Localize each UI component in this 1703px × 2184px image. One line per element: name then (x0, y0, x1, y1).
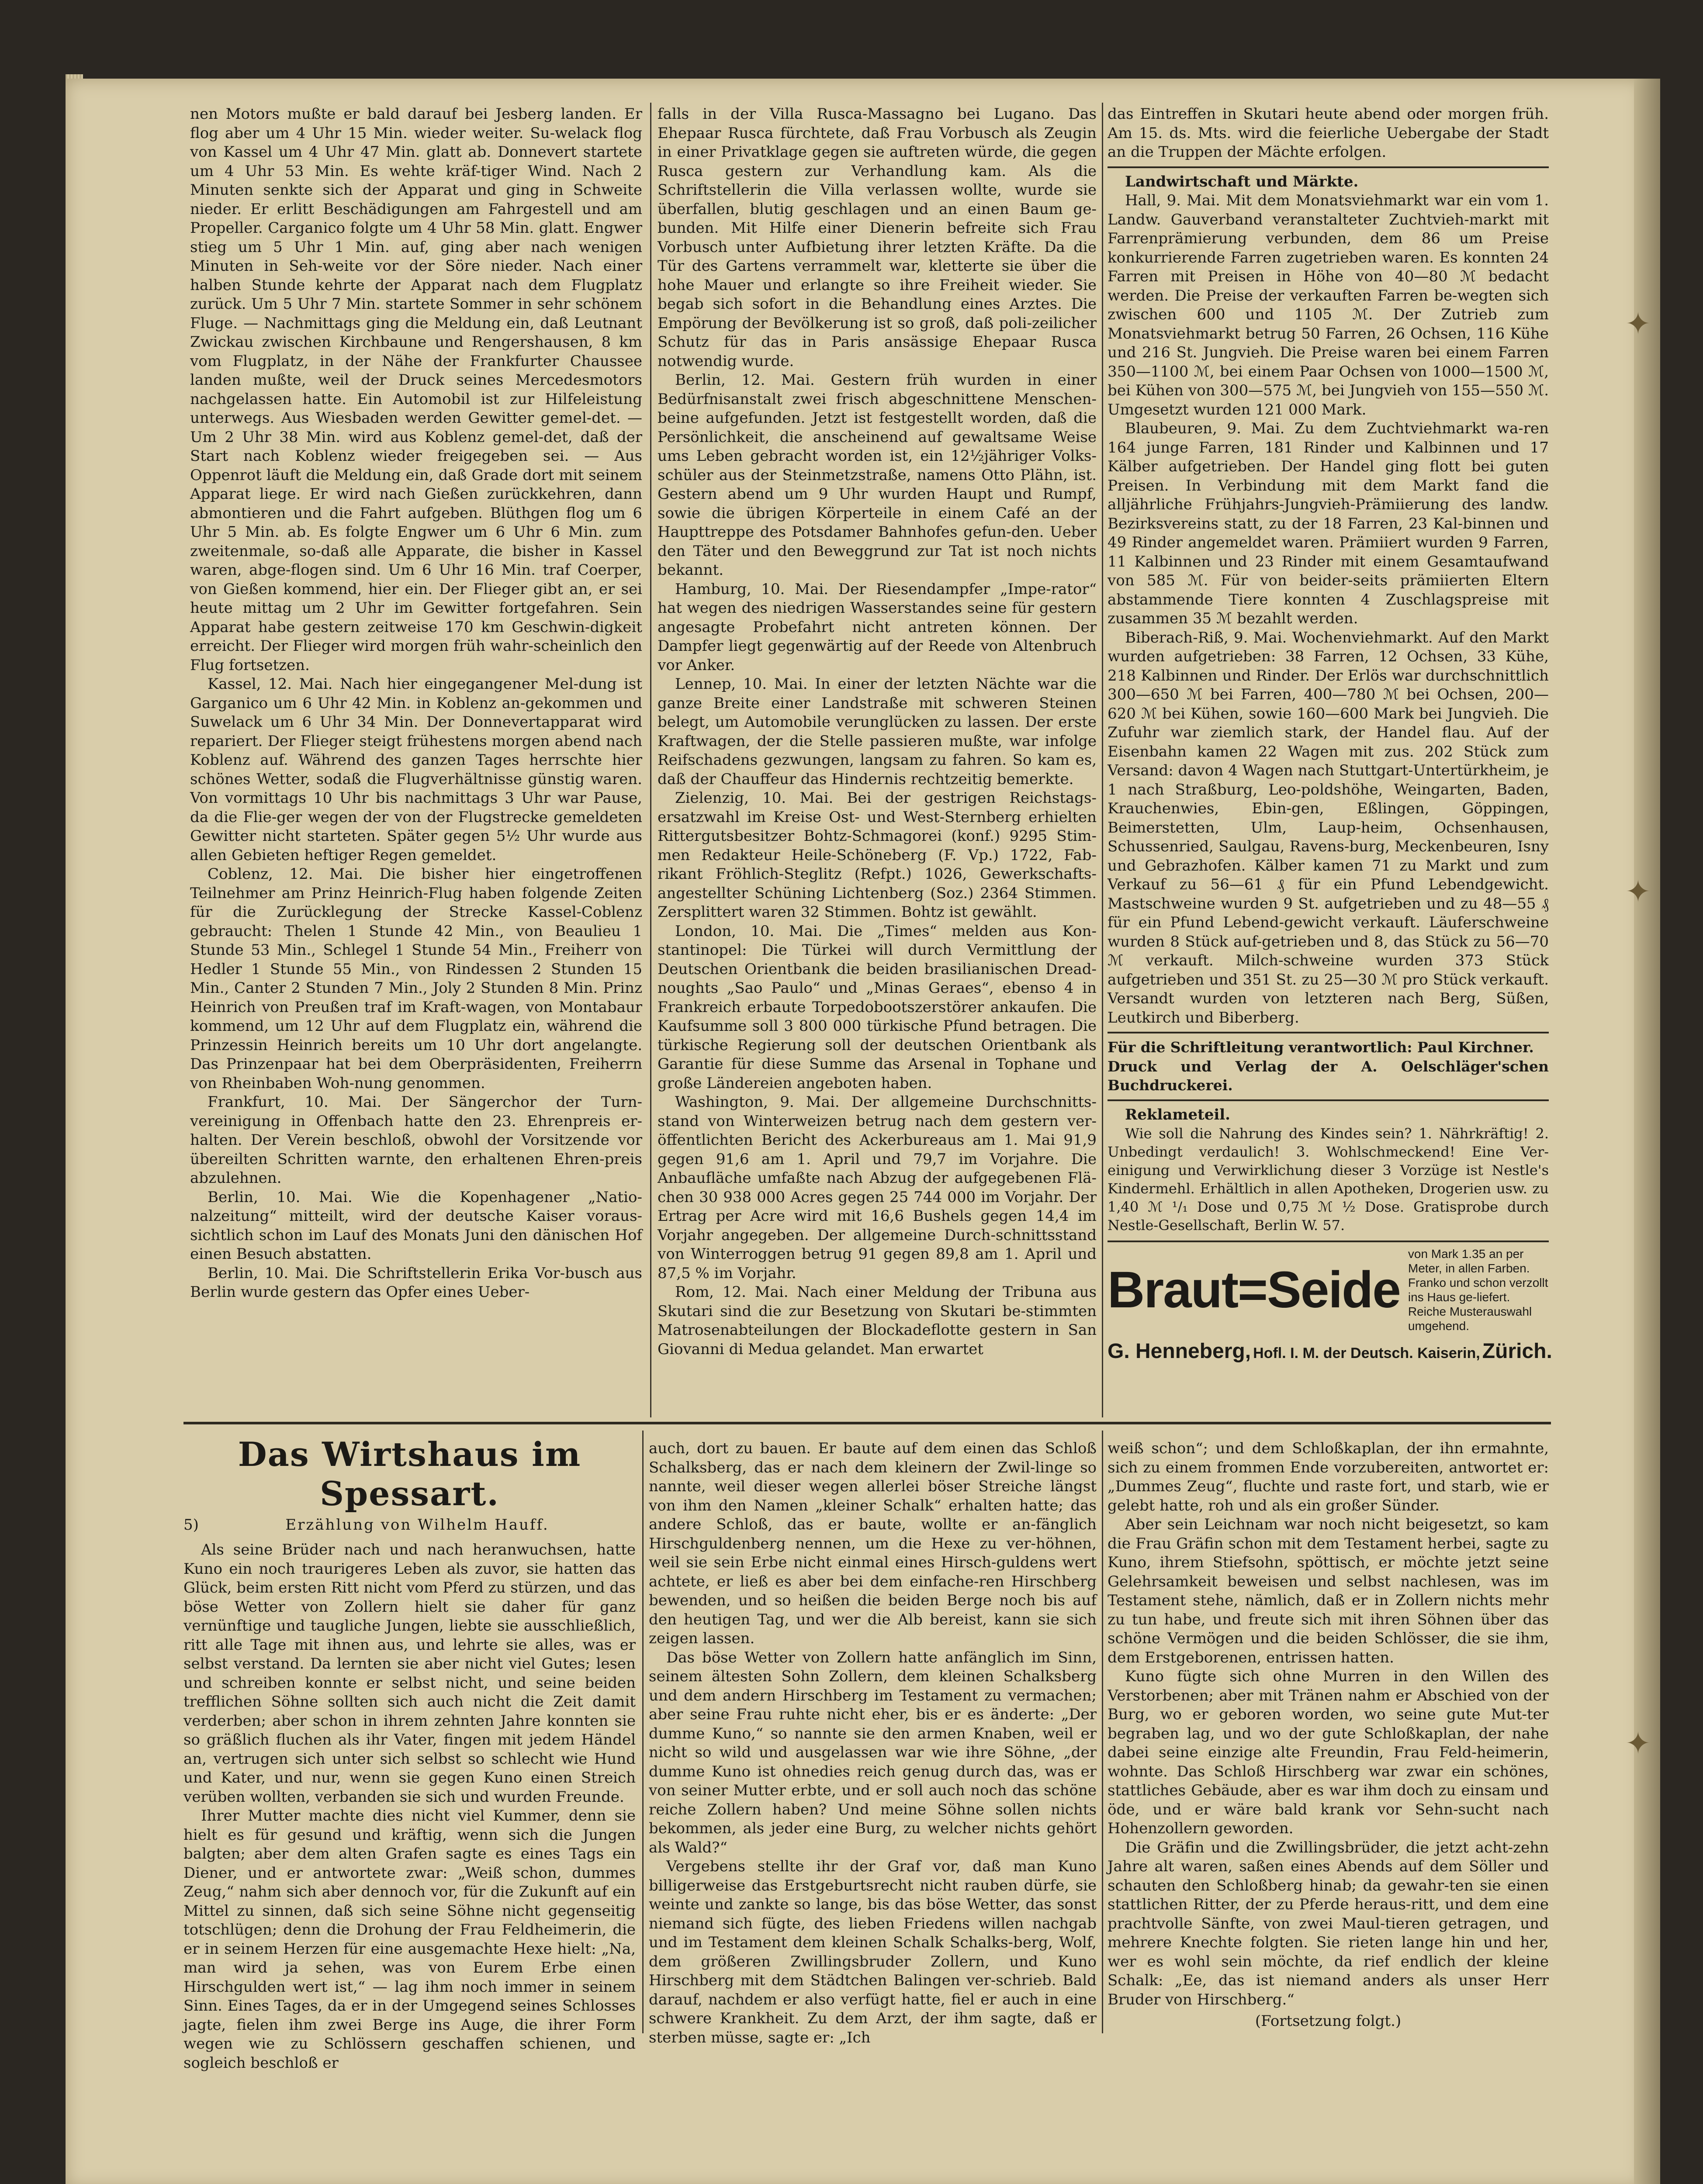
reklame-text: Wie soll die Nahrung des Kindes sein? 1. Nährkräftig! 2. Unbedingt verdaulich! 3. Wohlschmeckend! Eine Ver-einigung und Verwirklichung dieser 3 Vorzüge ist Nestle's Kindermehl. Erhältlich in allen Apotheken, Drogerien usw. zu 1,40 ℳ ¹/₁ Dose und 0,75 ℳ ½ Dose. Gratisprobe durch Nestle-Gesellschaft, Berlin W. 57. (1108, 1125, 1549, 1234)
news-column-2 (658, 105, 1097, 1359)
reklame-heading: Reklameteil. (1125, 1106, 1231, 1123)
serial-rule-1 (642, 1431, 644, 2033)
imprint-line-2: Druck und Verlag der A. Oelschläger'schen Buchdruckerei. (1108, 1057, 1549, 1094)
binding-mark-2: ✦ (1625, 874, 1651, 909)
paragraph: London, 10. Mai. Die „Times“ melden aus Kon-stantinopel: Die Türkei will durch Vermittlung der Deutschen Orientbank die beiden brasilianischen Dread-noughts „Sao Paulo“ und „Minas Geraes“, ebenso 4 in Frankreich erbaute Torpedobootszerstörer ankaufen. Die Kaufsumme soll 3 800 000 türkische Pfund betragen. Die türkische Regierung soll der deutschen Orientbank als Garantie für diese Summe das Arsenal in Tophane und große Ländereien angeboten haben. (658, 922, 1097, 1092)
paragraph: Frankfurt, 10. Mai. Der Sängerchor der Turn-vereinigung in Offenbach hatte den 23. Ehrenpreis er-halten. Der Verein beschloß, obwohl der Vorsitzende vor übereilten Schritten warnte, den erhaltenen Ehren-preis abzulehnen. (190, 1093, 642, 1187)
serial-subtitle: Erzählung von Wilhelm Hauff. (285, 1516, 549, 1534)
feuilleton-rule (183, 1422, 1551, 1424)
ad-rule (1108, 1241, 1549, 1242)
paragraph: Das böse Wetter von Zollern hatte anfänglich im Sinn, seinem ältesten Sohn Zollern, dem kleinen Schalksberg und dem andern Hirschberg im Testament zu vermachen; aber seine Frau ruhte nicht eher, bis er es änderte: „Der dumme Kuno,“ so nannte sie den armen Knaben, weil er nicht so wild und ausgelassen war wie ihre Söhne, „der dumme Kuno ist ohnedies reich genug durch das, was er von seiner Mutter erbte, und er soll auch noch das schöne reiche Zollern haben? Und meine Söhne sollen nichts bekommen, als jeder eine Burg, zu welcher nichts gehört als Wald?“ (649, 1648, 1097, 1856)
ad-side-text: von Mark 1.35 an per Meter, in allen Farben. Franko und schon verzollt ins Haus ge-liefert. Reiche Musterauswahl umgehend. (1408, 1247, 1548, 1333)
paragraph: Blaubeuren, 9. Mai. Zu dem Zuchtviehmarkt wa-ren 164 junge Farren, 181 Rinder und Kalbinnen und 17 Kälber aufgetrieben. Der Handel ging flott bei guten Preisen. In Verbindung mit dem Markt fand die alljährliche Frühjahrs-Jungvieh-Prämiierung des landw. Bezirksvereins statt, zu der 18 Farren, 23 Kal-binnen und 49 Rinder angemeldet waren. Prämiiert wurden 9 Farren, 11 Kalbinnen und 23 Rinder mit einem Gesamtaufwand von 585 ℳ. Für von beider-seits prämiierten Eltern abstammende Tiere konnten 4 Zuschlagspreise mit zusammen 35 ℳ bezahlt werden. (1108, 420, 1549, 627)
paragraph: Berlin, 10. Mai. Die Schriftstellerin Erika Vor-busch aus Berlin wurde gestern das Opfer eines Ueber- (190, 1264, 642, 1301)
reklame-rule (1108, 1099, 1549, 1101)
column-rule-1 (650, 103, 651, 1417)
paragraph: Lennep, 10. Mai. In einer der letzten Nächte war die ganze Breite einer Landstraße mit schweren Steinen belegt, um Automobile verunglücken zu lassen. Der erste Kraftwagen, der die Stelle passieren mußte, war infolge Reifschadens gezwungen, langsam zu fahren. So kam es, daß der Chauffeur das Hindernis rechtzeitig bemerkte. (658, 675, 1097, 788)
news-column-1 (190, 105, 642, 1302)
serial-column-3 (1108, 1439, 1549, 2031)
paragraph: das Eintreffen in Skutari heute abend oder morgen früh. Am 15. ds. Mts. wird die feierliche Uebergabe der Stadt an die Truppen der Mächte erfolgen. (1108, 105, 1549, 161)
paragraph: Ihrer Mutter machte dies nicht viel Kummer, denn sie hielt es für gesund und kräftig, wenn sich die Jungen balgten; aber dem alten Grafen sagte es eines Tags ein Diener, und er antwortete zwar: „Weiß schon, dummes Zeug,“ nahm sich aber dennoch vor, für die Zukunft auf ein Mittel zu sinnen, daß sich seine Söhne nicht gegenseitig totschlügen; denn die Drohung der Frau Feldheimerin, die er in seinem Herzen für eine ausgemachte Hexe hielt: „Na, man wird ja sehen, was von Eurem Erbe einen Hirschgulden wert ist,“ — lag ihm noch immer in seinem Sinn. Eines Tages, da er in der Umgegend seines Schlosses jagte, fielen ihm zwei Berge ins Auge, die ihrer Form wegen wie zu Schlössern geschaffen schienen, und sogleich beschloß er (183, 1807, 636, 2072)
page-edge-right (1634, 79, 1660, 2184)
serial-column-1 (183, 1435, 636, 2073)
serial-number: 5) (183, 1516, 199, 1534)
imprint-rule (1108, 1032, 1549, 1033)
ad-firm-line (1108, 1339, 1552, 1363)
paragraph: weiß schon“; und dem Schloßkaplan, der ihn ermahnte, sich zu einem frommen Ende vorzubereiten, antwortet er: „Dummes Zeug“, fluchte und raste fort, und starb, wie er gelebt hatte, roh und als ein großer Sünder. (1108, 1440, 1549, 1514)
paragraph: Berlin, 10. Mai. Wie die Kopenhagener „Natio-nalzeitung“ mitteilt, wird der deutsche Kaiser voraus-sichtlich schon im Lauf des Monats Juni den dänischen Hof einen Besuch abstatten. (190, 1188, 642, 1263)
paragraph: auch, dort zu bauen. Er baute auf dem einen das Schloß Schalksberg, das er nach dem kleinern der Zwil-linge so nannte, weil dieser wegen allerlei böser Streiche längst von ihm den Namen „kleiner Schalk“ erhalten hatte; das andere Schloß, das er baute, wollte er an-fänglich Hirschguldenberg nennen, um die Hexe zu ver-höhnen, weil sie sein Erbe nicht einmal eines Hirsch-guldens wert achtete, er ließ es aber bei dem einfache-ren Hirschberg bewenden, und so heißen die beiden Berge noch bis auf den heutigen Tag, und wer die Alb bereist, kann sie sich zeigen lassen. (649, 1440, 1097, 1647)
binding-mark-1: ✦ (1625, 306, 1651, 342)
paragraph: Die Gräfin und die Zwillingsbrüder, die jetzt acht-zehn Jahre alt waren, saßen eines Abends auf dem Söller und schauten den Schloßberg hinab; da gewahr-ten sie einen stattlichen Ritter, der zu Pferde heraus-ritt, und dem eine prachtvolle Sänfte, von zwei Maul-tieren getragen, und mehrere Knechte folgten. Sie rieten lange hin und her, wer es wohl sein möchte, da rief endlich der kleine Schalk: „Ee, das ist niemand anders als unser Herr Bruder von Hirschberg.“ (1108, 1838, 1549, 2008)
paragraph: Kassel, 12. Mai. Nach hier eingegangener Mel-dung ist Garganico um 6 Uhr 42 Min. in Koblenz an-gekommen und Suwelack um 6 Uhr 34 Min. Der Donnevertapparat wird repariert. Der Flieger steigt frühestens morgen abend nach Koblenz auf. Während des ganzen Tages herrschte hier schönes Wetter, sodaß die Flugverhältnisse günstig waren. Von vormittags 10 Uhr bis nachmittags 3 Uhr war Pause, da die Flie-ger wegen der von der Flugstrecke gemeldeten Gewitter nicht starteten. Später gegen 5½ Uhr wurde aus allen Gebieten heftiger Regen gemeldet. (190, 675, 642, 864)
news-column-3 (1108, 105, 1552, 1363)
section-rule (1108, 166, 1549, 168)
paragraph: Zielenzig, 10. Mai. Bei der gestrigen Reichstags-ersatzwahl im Kreise Ost- und West-Sternberg erhielten Rittergutsbesitzer Bohtz-Schmagorei (konf.) 9295 Stim-men Redakteur Heile-Schöneberg (F. Vp.) 1722, Fab-rikant Fröhlich-Steglitz (Refpt.) 1026, Gewerkschafts-angestellter Schüning Lichtenberg (Soz.) 2364 Stimmen. Zersplittert waren 32 Stimmen. Bohtz ist gewählt. (658, 789, 1097, 921)
paragraph: Washington, 9. Mai. Der allgemeine Durchschnitts-stand von Winterweizen betrug nach dem gestern ver-öffentlichten Bericht des Ackerbureaus am 1. Mai 91,9 gegen 91,6 am 1. April und 79,7 im Vorjahre. Die Anbaufläche umfaßte nach Abzug der aufgegebenen Flä-chen 30 938 000 Acres gegen 25 744 000 im Vorjahr. Der Ertrag per Acre wird mit 16,6 Bushels gegen 14,4 im Vorjahr angegeben. Der allgemeine Durch-schnittsstand von Winterroggen betrug 91 gegen 89,8 am 1. April und 87,5 % im Vorjahr. (658, 1093, 1097, 1282)
serial-continued: (Fortsetzung folgt.) (1255, 2012, 1402, 2030)
paragraph: Aber sein Leichnam war noch nicht beigesetzt, so kam die Frau Gräfin schon mit dem Testament herbei, sagte zu Kuno, ihrem Stiefsohn, spöttisch, er möchte jetzt seine Gelehrsamkeit beweisen und selbst nachlesen, was im Testament stehe, nämlich, daß er in Zollern nichts mehr zu tun habe, und freute sich mit ihren Söhnen über das schöne Vermögen und die beiden Schlösser, die sie ihm, dem Erstgeborenen, entrissen hatten. (1108, 1516, 1549, 1666)
paragraph: Kuno fügte sich ohne Murren in den Willen des Verstorbenen; aber mit Tränen nahm er Abschied von der Burg, wo er geboren worden, wo seine gute Mut-ter begraben lag, und wo der gute Schloßkaplan, der nahe dabei seine einzige alte Freundin, Frau Feld-heimerin, wohnte. Das Schloß Hirschberg war zwar ein schönes, stattliches Gebäude, aber es war ihm doch zu einsam und öde, und er wäre bald krank vor Sehn-sucht nach Hohenzollern geworden. (1108, 1668, 1549, 1837)
paragraph: Hall, 9. Mai. Mit dem Monatsviehmarkt war ein vom 1. Landw. Gauverband veranstalteter Zuchtvieh-markt mit Farrenprämierung verbunden, dem 86 um Preise konkurrierende Farren zugetrieben waren. Es konnten 24 Farren mit Preisen in Höhe von 40—80 ℳ bedacht werden. Die Preise der verkauften Farren be-wegten sich zwischen 600 und 1105 ℳ. Der Zutrieb zum Monatsviehmarkt betrug 50 Farren, 26 Ochsen, 116 Kühe und 216 St. Jungvieh. Die Preise waren bei einem Farren 350—1100 ℳ, bei einem Paar Ochsen von 1000—1500 ℳ, bei Kühen von 300—575 ℳ, bei Jungvieh von 155—550 ℳ. Umgesetzt wurden 121 000 Mark. (1108, 192, 1549, 418)
serial-title: Das Wirtshaus im Spessart. (238, 1435, 582, 1513)
braut-seide-ad (1108, 1247, 1549, 1333)
ad-headline: Braut=Seide (1108, 1261, 1400, 1319)
paragraph: Berlin, 12. Mai. Gestern früh wurden in einer Bedürfnisanstalt zwei frisch abgeschnittene Menschen-beine aufgefunden. Jetzt ist festgestellt worden, daß die Persönlichkeit, die anscheinend auf gewaltsame Weise ums Leben gebracht worden ist, ein 12½jähriger Volks-schüler aus der Steinmetzstraße, namens Otto Plähn, ist. Gestern abend um 9 Uhr wurden Haupt und Rumpf, sowie die übrigen Körperteile in einem Café an der Haupttreppe des Potsdamer Bahnhofes gefun-den. Ueber den Täter und den Beweggrund zur Tat ist noch nichts bekannt. (658, 371, 1097, 579)
paragraph: Rom, 12. Mai. Nach einer Meldung der Tribuna aus Skutari sind die zur Besetzung von Skutari be-stimmten Matrosenabteilungen der Blockadeflotte gestern in San Giovanni di Medua gelandet. Man erwartet (658, 1283, 1097, 1358)
serial-column-2 (649, 1439, 1097, 2047)
paragraph: Vergebens stellte ihr der Graf vor, daß man Kuno billigerweise das Erstgeburtsrecht nicht rauben dürfe, sie weinte und zankte so lange, bis das böse Wetter, das sonst niemand sich fügte, des lieben Friedens willen nachgab und im Testament dem kleinen Schalk Schalks-berg, Wolf, dem größeren Zwillingsbruder Zollern, und Kuno Hirschberg mit dem Städtchen Balingen ver-schrieb. Bald darauf, nachdem er also verfügt hatte, fiel er auch in eine schwere Krankheit. Zu dem Arzt, der ihm sagte, daß er sterben müsse, sagte er: „Ich (649, 1858, 1097, 2046)
paragraph: Hamburg, 10. Mai. Der Riesendampfer „Impe-rator“ hat wegen des niedrigen Wasserstandes seine für gestern angesagte Probefahrt nicht antreten können. Der Dampfer liegt gegenwärtig auf der Reede von Altenbruch vor Anker. (658, 580, 1097, 674)
binding-mark-3: ✦ (1625, 1725, 1651, 1761)
imprint-line-1: Für die Schriftleitung verantwortlich: Paul Kirchner. (1108, 1039, 1534, 1056)
paragraph: nen Motors mußte er bald darauf bei Jesberg landen. Er flog aber um 4 Uhr 15 Min. wieder weiter. Su-welack flog von Kassel um 4 Uhr 47 Min. glatt ab. Donnevert startete um 4 Uhr 53 Min. Es wehte kräf-tiger Wind. Nach 2 Minuten senkte sich der Apparat und ging in Schweite nieder. Er erlitt Beschädigungen am Fahrgestell und am Propeller. Carganico folgte um 4 Uhr 58 Min. glatt. Engwer stieg um 5 Uhr 1 Min. auf, ging aber nach wenigen Minuten in Seh-weite vor der Söre nieder. Nach einer halben Stunde kehrte der Apparat nach dem Flugplatz zurück. Um 5 Uhr 7 Min. startete Sommer in sehr schönem Fluge. — Nachmittags ging die Meldung ein, daß Leutnant Zwickau zwischen Kirchbaune und Rengershausen, 8 km vom Flugplatz, in der Nähe der Frankfurter Chaussee landen mußte, weil der Druck seines Mercedesmotors nachgelassen hatte. Ein Automobil ist zur Hilfeleistung unterwegs. Aus Wiesbaden werden Gewitter gemel-det. — Um 2 Uhr 38 Min. wird aus Koblenz gemel-det, daß der Start nach Koblenz wieder freigegeben sei. — Aus Oppenrot läuft die Meldung ein, daß Grade dort mit seinem Apparat liege. Er wird nach Gießen zurückkehren, dann abmontieren und die Fahrt aufgeben. Blüthgen flog um 6 Uhr 5 Min. ab. Es folgte Engwer um 6 Uhr 6 Min. zum zweitenmale, so-daß alle Apparate, die bisher in Kassel waren, abge-flogen sind. Um 6 Uhr 16 Min. traf Coerper, von Gießen kommend, hier ein. Der Flieger gibt an, er sei heute mittag um 2 Uhr im Gewitter fortgefahren. Sein Apparat habe gestern zeitweise 170 km Geschwin-digkeit erreicht. Der Flieger wird morgen früh wahr-scheinlich den Flug fortsetzen. (190, 105, 642, 674)
column-rule-2 (1102, 103, 1103, 1417)
ad-firm-city: Zürich. (1482, 1340, 1552, 1363)
serial-rule-2 (1102, 1431, 1103, 2033)
paragraph: falls in der Villa Rusca-Massagno bei Lugano. Das Ehepaar Rusca fürchtete, daß Frau Vorbusch als Zeugin in einer Privatklage gegen sie auftreten würde, die gegen Rusca gestern zur Verhandlung kam. Als die Schriftstellerin die Villa verlassen wollte, wurde sie überfallen, blutig geschlagen und an einen Baum ge-bunden. Mit Hilfe einer Dienerin befreite sich Frau Vorbusch unter Aufbietung ihrer letzten Kräfte. Da die Tür des Gartens verrammelt war, kletterte sie über die hohe Mauer und erlangte so ihre Freiheit wieder. Sie begab sich sofort in die Behandlung eines Arztes. Die Empörung der Bevölkerung ist so groß, daß poli-zeilicher Schutz für das in Paris ansässige Ehepaar Rusca notwendig wurde. (658, 105, 1097, 370)
markets-heading: Landwirtschaft und Märkte. (1125, 173, 1359, 190)
ad-firm-detail: Hofl. I. M. der Deutsch. Kaiserin, (1253, 1345, 1480, 1362)
paragraph: Coblenz, 12. Mai. Die bisher hier eingetroffenen Teilnehmer am Prinz Heinrich-Flug haben folgende Zeiten für die Zurücklegung der Strecke Kassel-Coblenz gebraucht: Thelen 1 Stunde 42 Min., von Beaulieu 1 Stunde 53 Min., Schlegel 1 Stunde 54 Min., Freiherr von Hedler 1 Stunde 55 Min., von Rindessen 2 Stunden 15 Min., Canter 2 Stunden 7 Min., Joly 2 Stunden 8 Min. Prinz Heinrich von Preußen traf im Kraft-wagen, von Montabaur kommend, um 12 Uhr auf dem Flugplatz ein, während die Prinzessin Heinrich bereits um 10 Uhr dort angelangte. Das Prinzenpaar hat bei dem Oberpräsidenten, Freiherrn von Rheinbaben Woh-nung genommen. (190, 865, 642, 1092)
ad-firm-name: G. Henneberg, (1108, 1340, 1251, 1363)
paragraph: Biberach-Riß, 9. Mai. Wochenviehmarkt. Auf den Markt wurden aufgetrieben: 38 Farren, 12 Ochsen, 33 Kühe, 218 Kalbinnen und Rinder. Der Erlös war durchschnittlich 300—650 ℳ bei Farren, 400—780 ℳ bei Ochsen, 200—620 ℳ bei Kühen, sowie 160—600 Mark bei Jungvieh. Die Zufuhr war ziemlich stark, der Handel flau. Auf der Eisenbahn kamen 22 Wagen mit zus. 202 Stück zum Versand: davon 4 Wagen nach Stuttgart-Untertürkheim, je 1 nach Straßburg, Leo-poldshöhe, Weingarten, Baden, Krauchenwies, Ebin-gen, Eßlingen, Göppingen, Beimerstetten, Ulm, Laup-heim, Ochsenhausen, Schussenried, Saulgau, Ravens-burg, Meckenbeuren, Isny und Gebrazhofen. Kälber kamen 71 zu Markt und zum Verkauf zu 56—61 ₰ für ein Pfund Lebendgewicht. Mastschweine wurden 9 St. aufgetrieben und zu 48—55 ₰ für ein Pfund Lebend-gewicht verkauft. Läuferschweine wurden 8 Stück auf-getrieben und 8, das Stück zu 56—70 ℳ verkauft. Milch-schweine wurden 373 Stück aufgetrieben und 351 St. zu 25—30 ℳ pro Stück verkauft. Versandt wurden von letzteren nach Berg, Süßen, Leutkirch und Biberberg. (1108, 629, 1549, 1026)
paragraph: Als seine Brüder nach und nach heranwuchsen, hatte Kuno ein noch traurigeres Leben als zuvor, sie hatten das Glück, beim ersten Ritt nicht vom Pferd zu stürzen, und das böse Wetter von Zollern hielt sie daher für ganz vernünftige und taugliche Jungen, liebte sie ausschließlich, ritt alle Tage mit ihnen aus, und lehrte sie alles, was er selbst verstand. Da lernten sie aber nicht viel Gutes; lesen und schreiben konnte er selbst nicht, und seine beiden trefflichen Söhne sollten sich auch nicht die Zeit damit verderben; aber schon in ihrem zehnten Jahre konnten sie so gräßlich fluchen als ihr Vater, fingen mit jedem Händel an, vertrugen sich unter sich selbst so schlecht wie Hund und Kater, und nur, wenn sie gegen Kuno einen Streich verüben wollten, verbanden sie sich und wurden Freunde. (183, 1541, 636, 1806)
